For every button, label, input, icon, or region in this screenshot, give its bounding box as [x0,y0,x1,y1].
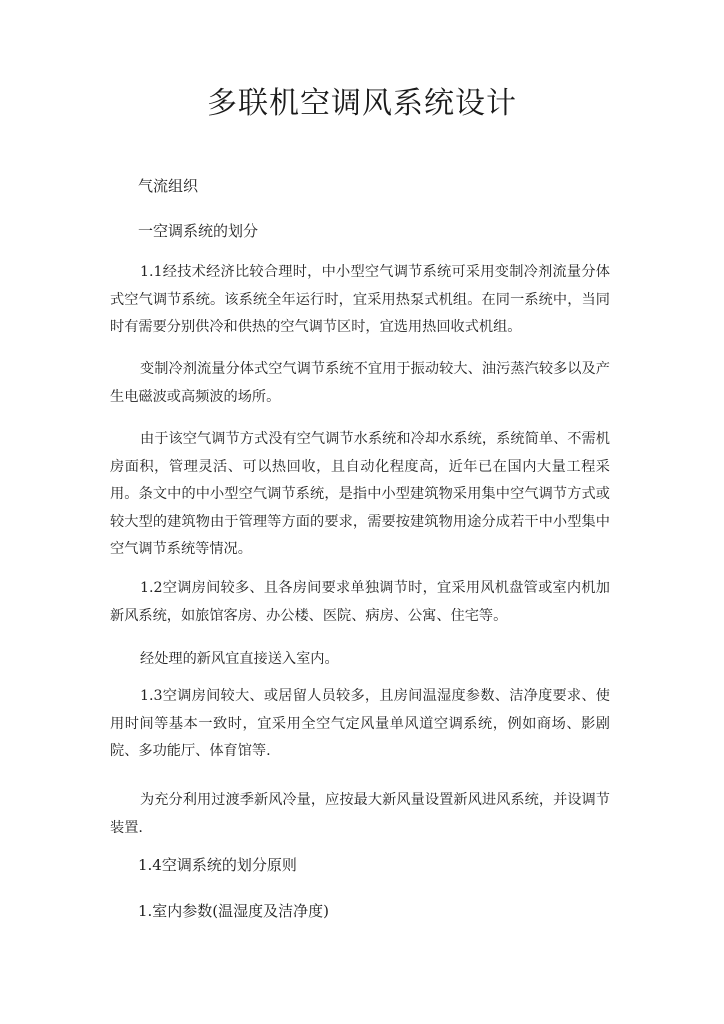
paragraph-vrf-restriction: 变制冷剂流量分体式空气调节系统不宜用于振动较大、油污蒸汽较多以及产生电磁波或高频波的场所。 [110,361,610,405]
paragraph-transition-season: 为充分利用过渡季新风冷量，应按最大新风量设置新风进风系统，并设调节装置. [110,792,610,836]
page-title: 多联机空调风系统设计 [207,86,517,121]
paragraph-vrf-advantages: 由于该空气调节方式没有空气调节水系统和冷却水系统，系统简单、不需机房面积，管理灵活、可以热回收，且自动化程度高，近年已在国内大量工程采用。条文中的中小型空气调节系统，是指中小型建筑物采用集中空气调节方式或较大型的建筑物由于管理等方面的要求，需要按建筑物用途分成若干中小型集中空气调节系统等情况。 [110,431,610,557]
heading-1-4: 1.4空调系统的划分原则 [138,856,297,874]
heading-indoor-parameters: 1.室内参数(温湿度及洁净度) [138,902,330,920]
paragraph-1-3: 1.3空调房间较大、或居留人员较多，且房间温湿度参数、洁净度要求、使用时间等基本一致时，宜采用全空气定风量单风道空调系统，例如商场、影剧院、多功能厅、体育馆等. [110,688,610,759]
section-heading: 气流组织 [138,177,199,195]
paragraph-fresh-air: 经处理的新风宜直接送入室内。 [140,651,339,667]
paragraph-1-1: 1.1经技术经济比较合理时，中小型空气调节系统可采用变制冷剂流量分体式空气调节系统。该系统全年运行时，宜采用热泵式机组。在同一系统中，当同时有需要分别供冷和供热的空气调节区时，宜选用热回收式机组。 [110,264,610,335]
subsection-heading: 一空调系统的划分 [138,222,259,240]
paragraph-1-2: 1.2空调房间较多、且各房间要求单独调节时，宜采用风机盘管或室内机加新风系统，如旅馆客房、办公楼、医院、病房、公寓、住宅等。 [110,580,610,624]
